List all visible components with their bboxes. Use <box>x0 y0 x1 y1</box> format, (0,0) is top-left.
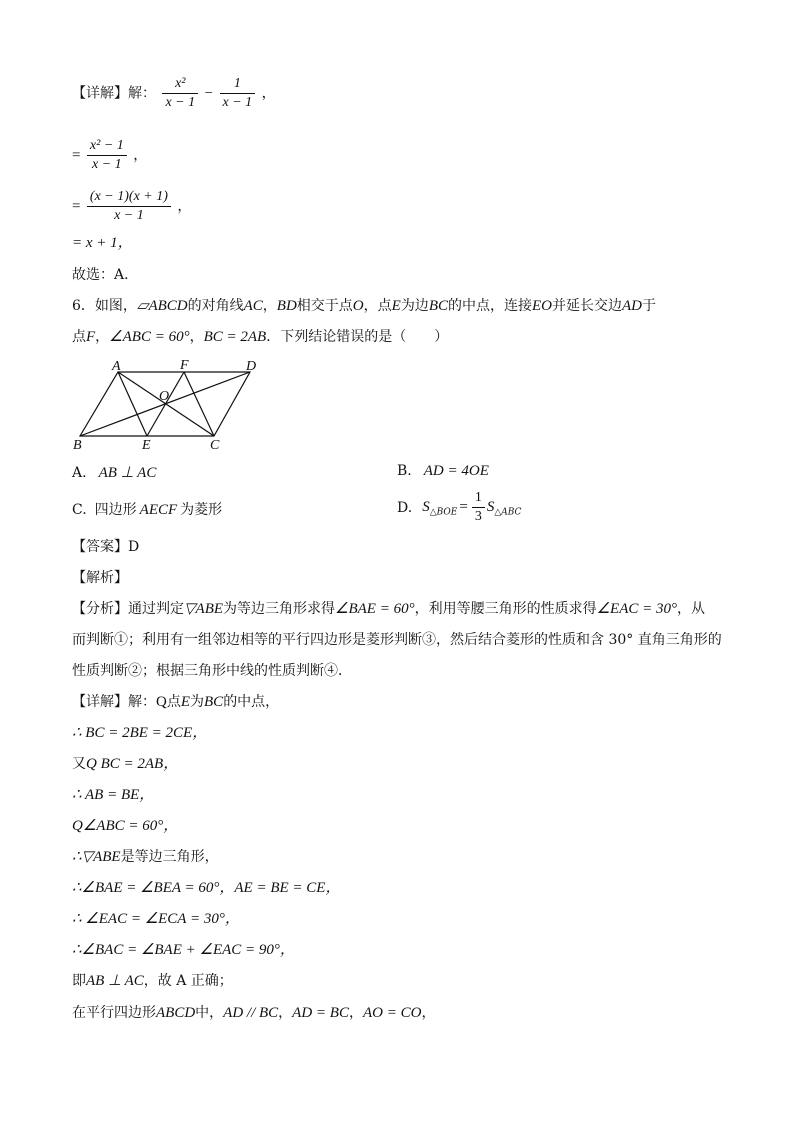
fraction-numerator: 1 <box>220 75 256 94</box>
solution-line-3 <box>72 188 191 225</box>
fraction-one-third <box>472 489 485 526</box>
analysis-line-3: 性质判断②；根据三角形中线的性质判断④． <box>72 663 352 679</box>
a-text: 【分析】通过判定 <box>72 601 184 617</box>
q-text: 点 <box>72 329 86 345</box>
q-text: 并延长交边 <box>551 298 622 314</box>
q-math: EO <box>531 298 552 314</box>
p-text: ， <box>348 1005 363 1021</box>
p-math: BC <box>204 694 224 710</box>
p-text: 中， <box>195 1005 224 1021</box>
fraction-x2-minus-1 <box>87 137 127 174</box>
p-text: 的中点， <box>223 694 280 710</box>
label-a: A <box>112 359 121 374</box>
solution-line-5: 故选：A． <box>72 267 139 283</box>
proof-line-7: ∴∠BAE = ∠BEA = 60°，AE = BE = CE， <box>72 880 341 896</box>
option-a <box>72 463 156 482</box>
p-math: ABCD <box>156 1005 196 1021</box>
p-text: 是等边三角形， <box>120 849 219 865</box>
q-math: ∠ABC = 60° <box>109 329 190 345</box>
analysis-line-2: 而判断①；利用有一组邻边相等的平行四边形是菱形判断③，然后结合菱形的性质和含 30° 直角三角形的 <box>72 632 722 648</box>
q-math: ▱ABCD <box>136 298 188 314</box>
p-text: 又 <box>72 756 86 772</box>
fraction-denominator: 3 <box>474 509 482 524</box>
area-symbol: S <box>486 499 495 515</box>
p-text: 即 <box>72 973 86 989</box>
analysis-title: 【解析】 <box>72 570 128 586</box>
equals-sign: = <box>72 147 81 164</box>
area-symbol: S <box>422 499 430 515</box>
option-b <box>397 463 489 480</box>
option-d <box>397 489 521 526</box>
p-math: Q BC = 2AB， <box>86 756 179 772</box>
q-math: BC = 2AB <box>203 329 267 345</box>
proof-line-2: ∴ BC = 2BE = 2CE， <box>72 725 208 741</box>
option-text: 为菱形 <box>180 502 223 518</box>
q-text: 为边 <box>400 298 429 314</box>
option-text: 四边形 <box>94 502 137 518</box>
label-c: C <box>210 438 220 451</box>
option-math: AB ⊥ AC <box>98 465 157 481</box>
question-6-line-2 <box>72 328 448 346</box>
proof-line-8: ∴ ∠EAC = ∠ECA = 30°， <box>72 911 240 927</box>
analysis-line-1 <box>72 600 705 618</box>
a-math: ∠EAC = 30° <box>596 601 677 617</box>
proof-line-1 <box>72 693 279 711</box>
q-math: E <box>391 298 401 314</box>
fraction-denominator: x − 1 <box>222 95 253 110</box>
q-math: AD <box>621 298 642 314</box>
fraction-numerator: 1 <box>472 489 485 508</box>
option-math: AECF <box>139 502 178 518</box>
q-text: ．下列结论错误的是（ ） <box>266 329 449 345</box>
a-math: ▽ABE <box>184 601 224 617</box>
comma: ， <box>133 147 148 164</box>
minus-sign: − <box>204 85 214 102</box>
fraction-denominator: x − 1 <box>165 95 196 110</box>
option-label: C. <box>72 502 87 518</box>
p-text: 为 <box>190 694 205 710</box>
solution-line-1 <box>72 75 276 112</box>
a-text: ，利用等腰三角形的性质求得 <box>414 601 597 617</box>
q-text: 相交于点 <box>296 298 353 314</box>
fraction-x2-over-x-1 <box>162 75 198 112</box>
p-math: E <box>180 694 191 710</box>
q-text: 6．如图， <box>72 298 137 314</box>
parallelogram-figure <box>68 356 268 451</box>
fraction-denominator: x − 1 <box>114 208 144 223</box>
proof-line-11 <box>72 1004 435 1022</box>
area-subscript: △ABC <box>494 507 522 518</box>
p-math: Q <box>156 694 167 710</box>
proof-line-5: Q∠ABC = 60°， <box>72 818 179 834</box>
p-math: ∴▽ABE <box>72 849 121 865</box>
solution-line-4: = x + 1， <box>72 235 133 251</box>
q-math: AC <box>243 298 263 314</box>
label-d: D <box>246 359 257 374</box>
p-text: ， <box>278 1005 293 1021</box>
proof-line-6 <box>72 848 219 866</box>
option-c <box>72 499 222 519</box>
p-text: 点 <box>166 694 181 710</box>
solution-line-2 <box>72 137 147 174</box>
area-subscript: △BOE <box>429 507 458 518</box>
fraction-1-over-x-1 <box>220 75 256 112</box>
comma: ， <box>261 85 276 102</box>
a-text: ，从 <box>677 601 705 617</box>
proof-line-10 <box>72 972 233 990</box>
p-math: AO = CO <box>362 1005 422 1021</box>
equals-sign: = <box>459 499 468 515</box>
p-math: AD = BC <box>292 1005 349 1021</box>
fraction-factored <box>87 188 171 225</box>
q-text: ， <box>189 329 204 345</box>
proof-line-3 <box>72 755 178 773</box>
a-text: 为等边三角形求得 <box>223 601 336 617</box>
segment-ef <box>147 372 184 436</box>
fraction-numerator: x² <box>162 75 198 94</box>
a-math: ∠BAE = 60° <box>335 601 415 617</box>
label-f: F <box>180 358 189 373</box>
q-math: BD <box>276 298 297 314</box>
fraction-numerator: (x − 1)(x + 1) <box>87 188 171 207</box>
q-text: ， <box>262 298 277 314</box>
option-label: A. <box>72 465 87 481</box>
p-math: AD // BC <box>223 1005 279 1021</box>
option-label: B. <box>397 463 412 479</box>
fraction-numerator: x² − 1 <box>87 137 127 156</box>
proof-line-4: ∴ AB = BE， <box>72 787 155 803</box>
q-text: 于 <box>641 298 656 314</box>
equals-sign: = <box>72 198 81 215</box>
q-text: 的中点，连接 <box>447 298 532 314</box>
comma: ， <box>177 198 192 215</box>
p-text: ，故 A 正确； <box>143 973 233 989</box>
label-e: E <box>142 438 151 451</box>
q-text: 的对角线 <box>187 298 244 314</box>
label-o: O <box>159 389 170 404</box>
q-math: O <box>352 298 364 314</box>
solution-prefix: 【详解】解： <box>72 85 156 102</box>
q-text: ， <box>95 329 110 345</box>
p-text: 在平行四边形 <box>72 1005 156 1021</box>
question-6-line-1 <box>72 297 656 315</box>
option-label: D. <box>397 499 413 516</box>
fraction-denominator: x − 1 <box>92 157 122 172</box>
q-text: ，点 <box>363 298 392 314</box>
answer-line: 【答案】D <box>72 539 140 555</box>
label-b: B <box>73 438 82 451</box>
option-math: AD = 4OE <box>423 463 489 479</box>
proof-line-9: ∴∠BAC = ∠BAE + ∠EAC = 90°， <box>72 942 295 958</box>
q-math: F <box>86 329 96 345</box>
p-text: 【详解】解： <box>72 694 156 710</box>
q-math: BC <box>428 298 448 314</box>
p-text: ， <box>421 1005 436 1021</box>
p-math: AB ⊥ AC <box>86 973 144 989</box>
